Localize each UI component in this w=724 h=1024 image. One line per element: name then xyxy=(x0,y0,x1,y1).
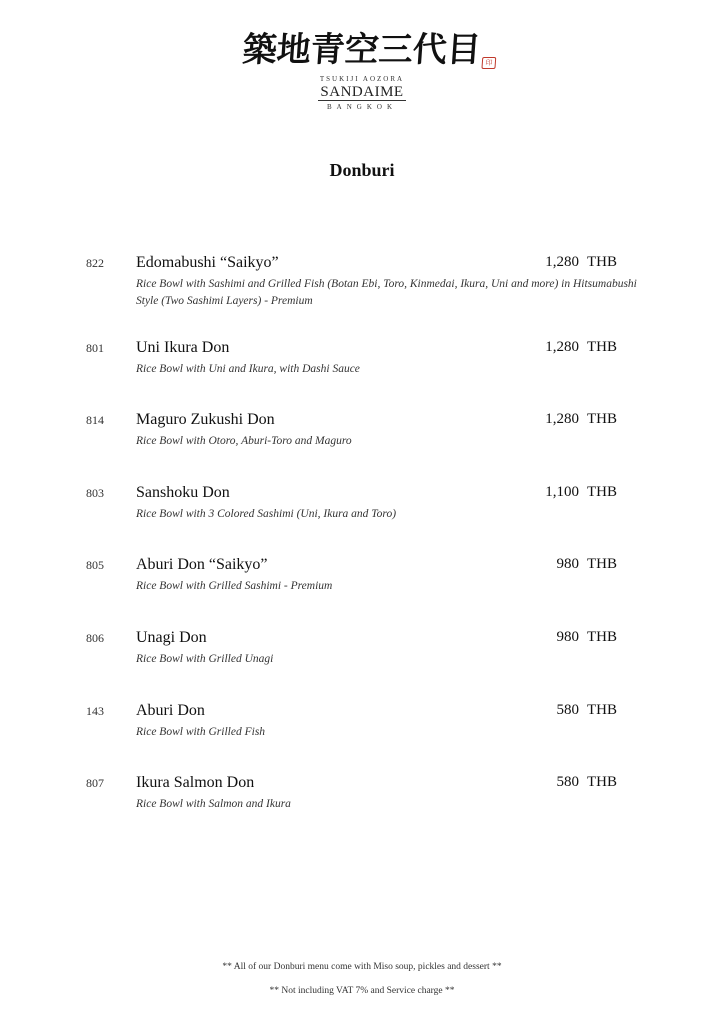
item-name: Aburi Don xyxy=(136,702,205,719)
page-title: Donburi xyxy=(329,160,395,180)
item-price: 980 xyxy=(556,629,579,645)
item-price: 980 xyxy=(556,556,579,572)
item-code: 143 xyxy=(86,704,104,718)
item-name: Edomabushi “Saikyo” xyxy=(136,254,279,271)
item-description: Rice Bowl with Salmon and Ikura xyxy=(136,798,291,810)
item-currency: THB xyxy=(587,556,617,572)
logo-line-1: TSUKIJI AOZORA xyxy=(319,75,405,83)
logo-kanji xyxy=(241,22,493,71)
logo-seal-icon: 印 xyxy=(481,57,496,69)
item-name: Maguro Zukushi Don xyxy=(136,411,275,428)
item-name: Sanshoku Don xyxy=(136,484,230,501)
item-description: Rice Bowl with 3 Colored Sashimi (Uni, Ikura and Toro) xyxy=(136,508,397,520)
item-currency: THB xyxy=(587,702,617,718)
item-code: 822 xyxy=(86,256,104,270)
item-code: 814 xyxy=(86,413,104,427)
logo-kanji-text: 築地青空三代目 xyxy=(241,30,483,70)
item-price-group xyxy=(545,339,617,356)
item-price: 1,280 xyxy=(545,254,579,270)
item-currency: THB xyxy=(587,339,617,355)
item-name: Aburi Don “Saikyo” xyxy=(136,556,268,573)
item-price-group xyxy=(545,411,617,428)
item-price-group xyxy=(545,254,617,271)
item-price: 1,280 xyxy=(545,411,579,427)
item-code: 805 xyxy=(86,558,104,572)
item-name: Uni Ikura Don xyxy=(136,339,230,356)
item-code: 807 xyxy=(86,776,104,790)
restaurant-logo xyxy=(0,22,724,111)
item-description: Rice Bowl with Uni and Ikura, with Dashi Sauce xyxy=(136,363,360,375)
item-currency: THB xyxy=(587,254,617,270)
item-code: 806 xyxy=(86,631,104,645)
item-price: 580 xyxy=(556,774,579,790)
item-code: 803 xyxy=(86,486,104,500)
item-price-group xyxy=(557,702,618,719)
logo-line-3: BANGKOK xyxy=(327,103,397,111)
item-code: 801 xyxy=(86,341,104,355)
note-included-sides: ** All of our Donburi menu come with Miso soup, pickles and dessert ** xyxy=(222,962,502,972)
item-price-group xyxy=(557,556,618,573)
item-description: Rice Bowl with Otoro, Aburi-Toro and Maguro xyxy=(136,435,352,447)
item-price-group xyxy=(557,629,618,646)
item-price: 1,280 xyxy=(545,339,579,355)
item-description: Rice Bowl with Grilled Unagi xyxy=(136,653,274,665)
item-description: Rice Bowl with Grilled Fish xyxy=(136,726,266,738)
item-price-group xyxy=(557,774,618,791)
item-name: Unagi Don xyxy=(136,629,207,646)
footer-notes xyxy=(0,962,724,1010)
item-price: 580 xyxy=(556,702,579,718)
item-currency: THB xyxy=(587,411,617,427)
item-description: Rice Bowl with Grilled Sashimi - Premium xyxy=(136,580,333,592)
note-vat-service: ** Not including VAT 7% and Service charge ** xyxy=(269,986,455,996)
item-currency: THB xyxy=(587,629,617,645)
item-name: Ikura Salmon Don xyxy=(136,774,255,791)
logo-line-2: SANDAIME xyxy=(320,84,404,100)
item-currency: THB xyxy=(587,484,617,500)
item-description: Rice Bowl with Sashimi and Grilled Fish (Botan Ebi, Toro, Kinmedai, Ikura, Uni and more) in Hitsumabushi Style (Two Sashimi Layers) - Premium xyxy=(136,278,637,307)
item-currency: THB xyxy=(587,774,617,790)
item-price-group xyxy=(545,484,617,501)
item-price: 1,100 xyxy=(545,484,579,500)
